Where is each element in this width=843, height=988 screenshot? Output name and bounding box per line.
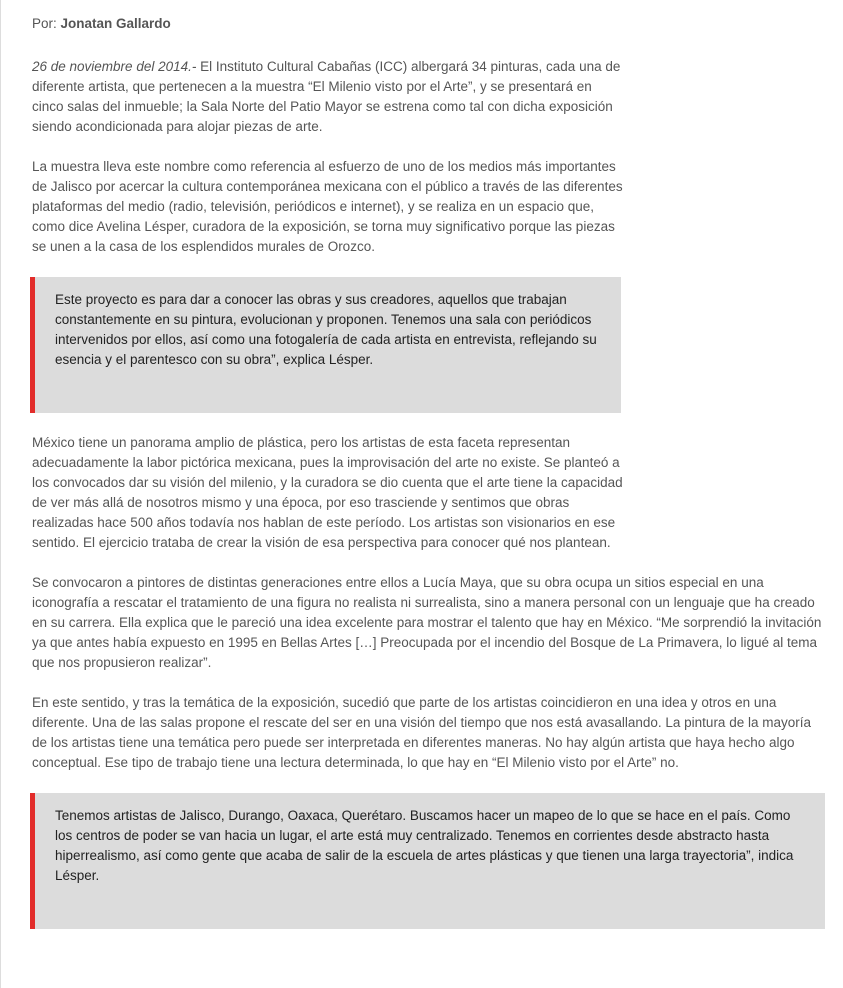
paragraph-3: México tiene un panorama amplio de plástica, pero los artistas de esta faceta representan adecuadamente la labor pictórica mexicana, pues la improvisación del arte no existe. Se planteó a los convocados dar su visión del milenio, y la curadora se dio cuenta que el arte tiene la capacidad de ver más allá de nosotros mismo y una época, por eso trasciende y sentimos que obras realizadas hace 500 años todavía nos hablan de este período. Los artistas son visionarios en ese sentido. El ejercicio trataba de crear la visión de esa perspectiva para conocer qué nos plantean. (32, 435, 623, 550)
blockquote-1 (30, 277, 621, 413)
byline (32, 14, 832, 34)
byline-prefix: Por: (32, 16, 61, 31)
author-name: Jonatan Gallardo (60, 16, 171, 31)
blockquote-2 (30, 793, 825, 929)
paragraph-intro-text: El Instituto Cultural Cabañas (ICC) albergará 34 pinturas, cada una de diferente artista, que pertenecen a la muestra “El Milenio visto por el Arte”, y se presentará en cinco salas del inmueble; la Sala Norte del Patio Mayor se estrena como tal con dicha exposición siendo acondicionada para alojar piezas de arte. (32, 59, 621, 134)
article-body (32, 14, 832, 929)
paragraph-5: En este sentido, y tras la temática de la exposición, sucedió que parte de los artistas coincidieron en una idea y otros en una diferente. Una de las salas propone el rescate del ser en una visión del tiempo que nos está avasallando. La pintura de la mayoría de los artistas tiene una temática pero puede ser interpretada en diferentes maneras. No hay algún artista que haya hecho algo conceptual. Ese tipo de trabajo tiene una lectura determinada, lo que hay en “El Milenio visto por el Arte” no. (32, 695, 811, 770)
article-date: 26 de noviembre del 2014.- (32, 59, 197, 74)
paragraph-intro (32, 57, 624, 137)
blockquote-2-text: Tenemos artistas de Jalisco, Durango, Oaxaca, Querétaro. Buscamos hacer un mapeo de lo que se hace en el país. Como los centros de poder se van hacia un lugar, el arte está muy centralizado. Tenemos en corrientes desde abstracto hasta hiperrealismo, así como gente que acaba de salir de la escuela de artes plásticas y que tienen una larga trayectoria”, indica Lésper. (55, 808, 794, 883)
paragraph-2: La muestra lleva este nombre como referencia al esfuerzo de uno de los medios más importantes de Jalisco por acercar la cultura contemporánea mexicana con el público a través de las diferentes plataformas del medio (radio, televisión, periódicos e internet), y se realiza en un espacio que, como dice Avelina Lésper, curadora de la exposición, se torna muy significativo porque las piezas se unen a la casa de los esplendidos murales de Orozco. (32, 159, 623, 254)
paragraph-4: Se convocaron a pintores de distintas generaciones entre ellos a Lucía Maya, que su obra ocupa un sitios especial en una iconografía a rescatar el tratamiento de una figura no realista ni surrealista, sino a manera personal con un lenguaje que ha creado en su carrera. Ella explica que le pareció una idea excelente para mostrar el talento que hay en México. “Me sorprendió la invitación ya que antes había expuesto en 1995 en Bellas Artes […] Preocupada por el incendio del Bosque de La Primavera, lo ligué al tema que nos propusieron realizar”. (32, 575, 822, 670)
blockquote-1-text: Este proyecto es para dar a conocer las obras y sus creadores, aquellos que trabajan constantemente en su pintura, evolucionan y proponen. Tenemos una sala con periódicos intervenidos por ellos, así como una fotogalería de cada artista en entrevista, reflejando su esencia y el parentesco con su obra”, explica Lésper. (55, 292, 597, 367)
left-border-rule (0, 0, 1, 988)
